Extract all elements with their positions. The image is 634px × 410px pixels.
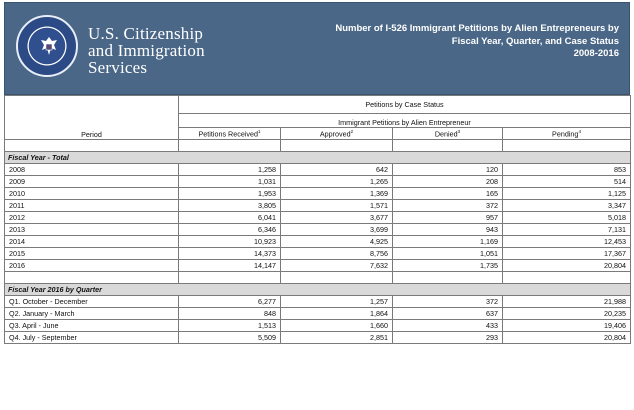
received-cell: 14,147 — [179, 260, 281, 272]
header-row-group — [5, 96, 631, 114]
petitions-table-wrap — [4, 95, 630, 344]
table-row — [5, 188, 631, 200]
period-cell: 2009 — [5, 176, 179, 188]
pending-cell: 20,235 — [503, 308, 631, 320]
pending-cell: 19,406 — [503, 320, 631, 332]
col-label-received: Petitions Received — [198, 129, 258, 139]
period-cell: Q4. July - September — [5, 332, 179, 344]
table-row — [5, 236, 631, 248]
col-header-received — [179, 128, 281, 140]
pending-cell: 12,453 — [503, 236, 631, 248]
table-row — [5, 224, 631, 236]
pending-cell: 514 — [503, 176, 631, 188]
header-banner — [4, 2, 630, 95]
denied-cell: 433 — [393, 320, 503, 332]
agency-name — [88, 25, 205, 76]
agency-line-2: and Immigration — [88, 41, 205, 60]
col-note-pending: 4 — [578, 128, 581, 134]
table-row — [5, 308, 631, 320]
approved-cell: 1,369 — [281, 188, 393, 200]
col-header-denied — [393, 128, 503, 140]
received-cell: 3,805 — [179, 200, 281, 212]
pending-cell: 1,125 — [503, 188, 631, 200]
received-cell: 10,923 — [179, 236, 281, 248]
denied-cell: 957 — [393, 212, 503, 224]
denied-cell: 293 — [393, 332, 503, 344]
denied-cell: 120 — [393, 164, 503, 176]
blank-row — [5, 140, 631, 152]
approved-cell: 2,851 — [281, 332, 393, 344]
period-cell: Q3. April - June — [5, 320, 179, 332]
period-header: Period — [81, 130, 102, 139]
section-row-quarter — [5, 284, 631, 296]
pending-cell: 20,804 — [503, 260, 631, 272]
table-row — [5, 320, 631, 332]
table-row — [5, 248, 631, 260]
period-cell: 2012 — [5, 212, 179, 224]
denied-cell: 1,051 — [393, 248, 503, 260]
denied-cell: 372 — [393, 296, 503, 308]
col-label-denied: Denied — [434, 129, 458, 139]
section-row-fiscal-year — [5, 152, 631, 164]
pending-cell: 21,988 — [503, 296, 631, 308]
blank-row — [5, 272, 631, 284]
period-cell: 2008 — [5, 164, 179, 176]
received-cell: 1,953 — [179, 188, 281, 200]
approved-cell: 8,756 — [281, 248, 393, 260]
col-label-approved: Approved — [319, 129, 351, 139]
col-note-received: 1 — [258, 128, 261, 134]
section-label-quarter: Fiscal Year 2016 by Quarter — [5, 284, 631, 296]
report-title-line-3: 2008-2016 — [573, 48, 619, 59]
approved-cell: 1,571 — [281, 200, 393, 212]
period-cell: 2011 — [5, 200, 179, 212]
denied-cell: 208 — [393, 176, 503, 188]
period-cell: 2014 — [5, 236, 179, 248]
col-header-approved — [281, 128, 393, 140]
petitions-table — [4, 95, 631, 344]
period-cell: 2013 — [5, 224, 179, 236]
report-title — [299, 23, 619, 61]
col-note-approved: 2 — [350, 128, 354, 134]
report-title-line-2: Fiscal Year, Quarter, and Case Status — [451, 35, 619, 47]
col-label-pending: Pending — [552, 129, 579, 139]
table-row — [5, 176, 631, 188]
approved-cell: 3,677 — [281, 212, 393, 224]
period-cell: 2015 — [5, 248, 179, 260]
pending-cell: 5,018 — [503, 212, 631, 224]
table-row — [5, 200, 631, 212]
table-row — [5, 212, 631, 224]
denied-cell: 1,735 — [393, 260, 503, 272]
denied-cell: 165 — [393, 188, 503, 200]
pending-cell: 3,347 — [503, 200, 631, 212]
agency-line-3: Services — [88, 58, 148, 77]
pending-cell: 17,367 — [503, 248, 631, 260]
report-title-line-1: Number of I-526 Immigrant Petitions by Alien Entrepreneurs by — [335, 23, 619, 34]
received-cell: 848 — [179, 308, 281, 320]
col-header-pending — [503, 128, 631, 140]
approved-cell: 1,257 — [281, 296, 393, 308]
period-cell: 2016 — [5, 260, 179, 272]
denied-cell: 637 — [393, 308, 503, 320]
table-row — [5, 332, 631, 344]
approved-cell: 1,864 — [281, 308, 393, 320]
received-cell: 1,258 — [179, 164, 281, 176]
received-cell: 6,041 — [179, 212, 281, 224]
received-cell: 1,513 — [179, 320, 281, 332]
period-header-cell — [5, 96, 179, 140]
pending-cell: 853 — [503, 164, 631, 176]
approved-cell: 3,699 — [281, 224, 393, 236]
group-header: Petitions by Case Status — [365, 100, 444, 109]
received-cell: 6,277 — [179, 296, 281, 308]
period-cell: Q1. October - December — [5, 296, 179, 308]
period-cell: Q2. January - March — [5, 308, 179, 320]
approved-cell: 642 — [281, 164, 393, 176]
subgroup-header: Immigrant Petitions by Alien Entrepreneur — [338, 118, 471, 127]
received-cell: 14,373 — [179, 248, 281, 260]
pending-cell: 7,131 — [503, 224, 631, 236]
table-row — [5, 164, 631, 176]
agency-line-1: U.S. Citizenship — [88, 24, 204, 43]
eagle-icon — [39, 35, 59, 59]
denied-cell: 1,169 — [393, 236, 503, 248]
received-cell: 5,509 — [179, 332, 281, 344]
table-row — [5, 260, 631, 272]
received-cell: 1,031 — [179, 176, 281, 188]
table-row — [5, 296, 631, 308]
received-cell: 6,346 — [179, 224, 281, 236]
approved-cell: 4,925 — [281, 236, 393, 248]
approved-cell: 7,632 — [281, 260, 393, 272]
denied-cell: 943 — [393, 224, 503, 236]
approved-cell: 1,265 — [281, 176, 393, 188]
pending-cell: 20,804 — [503, 332, 631, 344]
period-cell: 2010 — [5, 188, 179, 200]
denied-cell: 372 — [393, 200, 503, 212]
approved-cell: 1,660 — [281, 320, 393, 332]
dhs-seal-icon — [16, 15, 78, 77]
group-header-cell — [179, 96, 631, 114]
section-label-fiscal-year: Fiscal Year - Total — [5, 152, 631, 164]
col-note-denied: 3 — [457, 128, 461, 134]
subgroup-header-cell — [179, 114, 631, 128]
